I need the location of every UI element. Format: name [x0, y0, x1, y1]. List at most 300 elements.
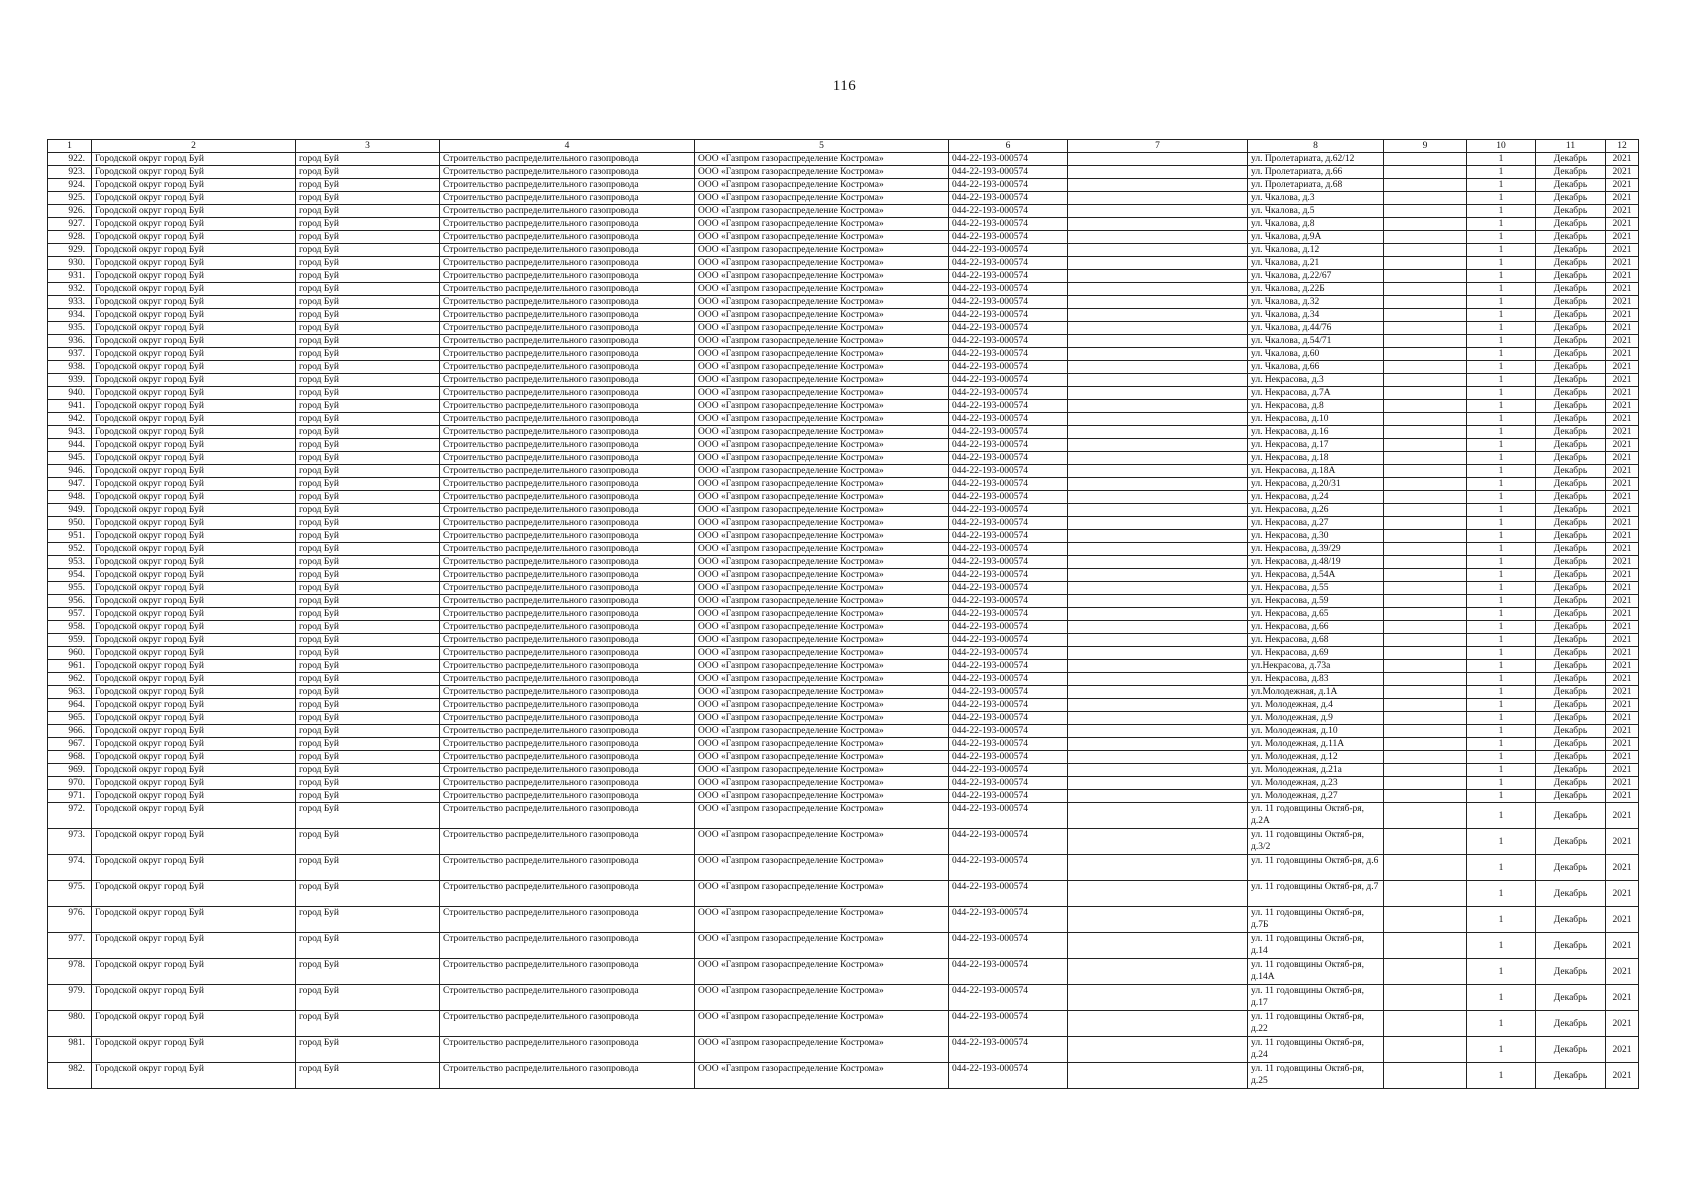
- code-cell: 044-22-193-000574: [949, 192, 1068, 205]
- empty-cell: [1068, 205, 1248, 218]
- month-cell: Декабрь: [1536, 374, 1606, 387]
- organization-cell: ООО «Газпром газораспределение Кострома»: [695, 387, 949, 400]
- quantity-cell: 1: [1467, 166, 1536, 179]
- month-cell: Декабрь: [1536, 218, 1606, 231]
- table-row: [48, 491, 1639, 504]
- empty-cell: [1384, 686, 1467, 699]
- row-number: 976.: [48, 907, 92, 933]
- table-row: [48, 478, 1639, 491]
- district-cell: Городской округ город Буй: [92, 647, 296, 660]
- locality-cell: город Буй: [296, 712, 440, 725]
- code-cell: 044-22-193-000574: [949, 764, 1068, 777]
- work-type-cell: Строительство распределительного газопровода: [440, 413, 695, 426]
- empty-cell: [1384, 959, 1467, 985]
- year-cell: 2021: [1606, 1063, 1639, 1089]
- organization-cell: ООО «Газпром газораспределение Кострома»: [695, 374, 949, 387]
- locality-cell: город Буй: [296, 673, 440, 686]
- quantity-cell: 1: [1467, 218, 1536, 231]
- address-cell: ул. Пролетариата, д.66: [1248, 166, 1384, 179]
- column-header: 7: [1068, 140, 1248, 153]
- district-cell: Городской округ город Буй: [92, 829, 296, 855]
- district-cell: Городской округ город Буй: [92, 777, 296, 790]
- organization-cell: ООО «Газпром газораспределение Кострома»: [695, 491, 949, 504]
- table-row: [48, 517, 1639, 530]
- year-cell: 2021: [1606, 803, 1639, 829]
- address-cell: ул. Некрасова, д.30: [1248, 530, 1384, 543]
- work-type-cell: Строительство распределительного газопровода: [440, 335, 695, 348]
- code-cell: 044-22-193-000574: [949, 803, 1068, 829]
- month-cell: Декабрь: [1536, 257, 1606, 270]
- row-number: 974.: [48, 855, 92, 881]
- work-type-cell: Строительство распределительного газопровода: [440, 426, 695, 439]
- table-row: [48, 907, 1639, 933]
- quantity-cell: 1: [1467, 153, 1536, 166]
- address-cell: ул. Чкалова, д.44/76: [1248, 322, 1384, 335]
- month-cell: Декабрь: [1536, 1063, 1606, 1089]
- locality-cell: город Буй: [296, 465, 440, 478]
- address-cell: ул. Некрасова, д.7А: [1248, 387, 1384, 400]
- quantity-cell: 1: [1467, 504, 1536, 517]
- code-cell: 044-22-193-000574: [949, 504, 1068, 517]
- code-cell: 044-22-193-000574: [949, 452, 1068, 465]
- address-cell: ул. Чкалова, д.8: [1248, 218, 1384, 231]
- empty-cell: [1384, 582, 1467, 595]
- code-cell: 044-22-193-000574: [949, 699, 1068, 712]
- address-cell: ул. Некрасова, д.65: [1248, 608, 1384, 621]
- empty-cell: [1384, 699, 1467, 712]
- work-type-cell: Строительство распределительного газопровода: [440, 361, 695, 374]
- work-type-cell: Строительство распределительного газопровода: [440, 1063, 695, 1089]
- address-cell: ул. Чкалова, д.60: [1248, 348, 1384, 361]
- address-cell: ул. Некрасова, д.24: [1248, 491, 1384, 504]
- row-number: 950.: [48, 517, 92, 530]
- organization-cell: ООО «Газпром газораспределение Кострома»: [695, 569, 949, 582]
- empty-cell: [1068, 751, 1248, 764]
- locality-cell: город Буй: [296, 452, 440, 465]
- locality-cell: город Буй: [296, 764, 440, 777]
- organization-cell: ООО «Газпром газораспределение Кострома»: [695, 309, 949, 322]
- locality-cell: город Буй: [296, 881, 440, 907]
- year-cell: 2021: [1606, 309, 1639, 322]
- locality-cell: город Буй: [296, 1063, 440, 1089]
- empty-cell: [1068, 621, 1248, 634]
- organization-cell: ООО «Газпром газораспределение Кострома»: [695, 166, 949, 179]
- table-row: [48, 400, 1639, 413]
- organization-cell: ООО «Газпром газораспределение Кострома»: [695, 582, 949, 595]
- locality-cell: город Буй: [296, 504, 440, 517]
- organization-cell: ООО «Газпром газораспределение Кострома»: [695, 712, 949, 725]
- month-cell: Декабрь: [1536, 855, 1606, 881]
- address-cell: ул. Некрасова, д.18А: [1248, 465, 1384, 478]
- year-cell: 2021: [1606, 322, 1639, 335]
- district-cell: Городской округ город Буй: [92, 439, 296, 452]
- month-cell: Декабрь: [1536, 348, 1606, 361]
- organization-cell: ООО «Газпром газораспределение Кострома»: [695, 1063, 949, 1089]
- year-cell: 2021: [1606, 855, 1639, 881]
- district-cell: Городской округ город Буй: [92, 270, 296, 283]
- empty-cell: [1068, 426, 1248, 439]
- month-cell: Декабрь: [1536, 153, 1606, 166]
- table-row: [48, 426, 1639, 439]
- table-row: [48, 283, 1639, 296]
- row-number: 949.: [48, 504, 92, 517]
- district-cell: Городской округ город Буй: [92, 699, 296, 712]
- row-number: 951.: [48, 530, 92, 543]
- table-row: [48, 777, 1639, 790]
- table-row: [48, 244, 1639, 257]
- district-cell: Городской округ город Буй: [92, 400, 296, 413]
- empty-cell: [1384, 218, 1467, 231]
- quantity-cell: 1: [1467, 244, 1536, 257]
- quantity-cell: 1: [1467, 192, 1536, 205]
- column-header: 11: [1536, 140, 1606, 153]
- row-number: 961.: [48, 660, 92, 673]
- month-cell: Декабрь: [1536, 582, 1606, 595]
- address-cell: ул. Некрасова, д.55: [1248, 582, 1384, 595]
- code-cell: 044-22-193-000574: [949, 985, 1068, 1011]
- row-number: 959.: [48, 634, 92, 647]
- code-cell: 044-22-193-000574: [949, 205, 1068, 218]
- empty-cell: [1384, 985, 1467, 1011]
- address-cell: ул. Молодежная, д.27: [1248, 790, 1384, 803]
- quantity-cell: 1: [1467, 959, 1536, 985]
- code-cell: 044-22-193-000574: [949, 751, 1068, 764]
- column-number-row: [48, 140, 1639, 153]
- empty-cell: [1068, 413, 1248, 426]
- address-cell: ул. Молодежная, д.4: [1248, 699, 1384, 712]
- quantity-cell: 1: [1467, 205, 1536, 218]
- district-cell: Городской округ город Буй: [92, 569, 296, 582]
- district-cell: Городской округ город Буй: [92, 322, 296, 335]
- empty-cell: [1384, 153, 1467, 166]
- empty-cell: [1384, 647, 1467, 660]
- organization-cell: ООО «Газпром газораспределение Кострома»: [695, 452, 949, 465]
- work-type-cell: Строительство распределительного газопровода: [440, 608, 695, 621]
- empty-cell: [1384, 634, 1467, 647]
- empty-cell: [1068, 686, 1248, 699]
- table-row: [48, 413, 1639, 426]
- row-number: 929.: [48, 244, 92, 257]
- quantity-cell: 1: [1467, 348, 1536, 361]
- organization-cell: ООО «Газпром газораспределение Кострома»: [695, 621, 949, 634]
- district-cell: Городской округ город Буй: [92, 556, 296, 569]
- quantity-cell: 1: [1467, 738, 1536, 751]
- year-cell: 2021: [1606, 400, 1639, 413]
- row-number: 973.: [48, 829, 92, 855]
- empty-cell: [1384, 309, 1467, 322]
- year-cell: 2021: [1606, 686, 1639, 699]
- work-type-cell: Строительство распределительного газопровода: [440, 517, 695, 530]
- address-cell: ул.Некрасова, д.73а: [1248, 660, 1384, 673]
- organization-cell: ООО «Газпром газораспределение Кострома»: [695, 218, 949, 231]
- row-number: 960.: [48, 647, 92, 660]
- row-number: 933.: [48, 296, 92, 309]
- locality-cell: город Буй: [296, 192, 440, 205]
- organization-cell: ООО «Газпром газораспределение Кострома»: [695, 179, 949, 192]
- year-cell: 2021: [1606, 335, 1639, 348]
- register-table: [47, 139, 1639, 1089]
- work-type-cell: Строительство распределительного газопровода: [440, 985, 695, 1011]
- district-cell: Городской округ город Буй: [92, 595, 296, 608]
- empty-cell: [1068, 439, 1248, 452]
- code-cell: 044-22-193-000574: [949, 907, 1068, 933]
- work-type-cell: Строительство распределительного газопровода: [440, 738, 695, 751]
- table-row: [48, 595, 1639, 608]
- table-row: [48, 1063, 1639, 1089]
- locality-cell: город Буй: [296, 439, 440, 452]
- organization-cell: ООО «Газпром газораспределение Кострома»: [695, 725, 949, 738]
- district-cell: Городской округ город Буй: [92, 1011, 296, 1037]
- table-row: [48, 348, 1639, 361]
- year-cell: 2021: [1606, 283, 1639, 296]
- table-row: [48, 660, 1639, 673]
- work-type-cell: Строительство распределительного газопровода: [440, 478, 695, 491]
- organization-cell: ООО «Газпром газораспределение Кострома»: [695, 959, 949, 985]
- empty-cell: [1384, 725, 1467, 738]
- empty-cell: [1384, 829, 1467, 855]
- code-cell: 044-22-193-000574: [949, 608, 1068, 621]
- address-cell: ул. 11 годовщины Октяб-ря, д.24: [1248, 1037, 1384, 1063]
- locality-cell: город Буй: [296, 517, 440, 530]
- district-cell: Городской округ город Буй: [92, 192, 296, 205]
- district-cell: Городской округ город Буй: [92, 426, 296, 439]
- empty-cell: [1384, 1037, 1467, 1063]
- table-row: [48, 504, 1639, 517]
- month-cell: Декабрь: [1536, 530, 1606, 543]
- locality-cell: город Буй: [296, 491, 440, 504]
- organization-cell: ООО «Газпром газораспределение Кострома»: [695, 907, 949, 933]
- empty-cell: [1384, 1011, 1467, 1037]
- work-type-cell: Строительство распределительного газопровода: [440, 296, 695, 309]
- month-cell: Декабрь: [1536, 322, 1606, 335]
- year-cell: 2021: [1606, 634, 1639, 647]
- locality-cell: город Буй: [296, 270, 440, 283]
- organization-cell: ООО «Газпром газораспределение Кострома»: [695, 777, 949, 790]
- work-type-cell: Строительство распределительного газопровода: [440, 205, 695, 218]
- column-header: 9: [1384, 140, 1467, 153]
- quantity-cell: 1: [1467, 361, 1536, 374]
- district-cell: Городской округ город Буй: [92, 517, 296, 530]
- row-number: 928.: [48, 231, 92, 244]
- table-row: [48, 569, 1639, 582]
- locality-cell: город Буй: [296, 725, 440, 738]
- month-cell: Декабрь: [1536, 660, 1606, 673]
- address-cell: ул. Чкалова, д.12: [1248, 244, 1384, 257]
- year-cell: 2021: [1606, 608, 1639, 621]
- row-number: 955.: [48, 582, 92, 595]
- table-row: [48, 933, 1639, 959]
- month-cell: Декабрь: [1536, 985, 1606, 1011]
- year-cell: 2021: [1606, 985, 1639, 1011]
- row-number: 923.: [48, 166, 92, 179]
- empty-cell: [1384, 452, 1467, 465]
- table-row: [48, 582, 1639, 595]
- quantity-cell: 1: [1467, 413, 1536, 426]
- work-type-cell: Строительство распределительного газопровода: [440, 1011, 695, 1037]
- code-cell: 044-22-193-000574: [949, 725, 1068, 738]
- empty-cell: [1068, 244, 1248, 257]
- code-cell: 044-22-193-000574: [949, 1011, 1068, 1037]
- empty-cell: [1068, 803, 1248, 829]
- empty-cell: [1068, 699, 1248, 712]
- month-cell: Декабрь: [1536, 881, 1606, 907]
- organization-cell: ООО «Газпром газораспределение Кострома»: [695, 686, 949, 699]
- work-type-cell: Строительство распределительного газопровода: [440, 673, 695, 686]
- locality-cell: город Буй: [296, 686, 440, 699]
- empty-cell: [1384, 803, 1467, 829]
- quantity-cell: 1: [1467, 790, 1536, 803]
- locality-cell: город Буй: [296, 569, 440, 582]
- table-row: [48, 296, 1639, 309]
- district-cell: Городской округ город Буй: [92, 985, 296, 1011]
- work-type-cell: Строительство распределительного газопровода: [440, 257, 695, 270]
- year-cell: 2021: [1606, 348, 1639, 361]
- table-row: [48, 647, 1639, 660]
- locality-cell: город Буй: [296, 1037, 440, 1063]
- code-cell: 044-22-193-000574: [949, 309, 1068, 322]
- locality-cell: город Буй: [296, 374, 440, 387]
- work-type-cell: Строительство распределительного газопровода: [440, 309, 695, 322]
- month-cell: Декабрь: [1536, 335, 1606, 348]
- locality-cell: город Буй: [296, 348, 440, 361]
- work-type-cell: Строительство распределительного газопровода: [440, 530, 695, 543]
- district-cell: Городской округ город Буй: [92, 296, 296, 309]
- district-cell: Городской округ город Буй: [92, 205, 296, 218]
- table-row: [48, 634, 1639, 647]
- empty-cell: [1068, 309, 1248, 322]
- address-cell: ул. Молодежная, д.23: [1248, 777, 1384, 790]
- empty-cell: [1068, 660, 1248, 673]
- code-cell: 044-22-193-000574: [949, 738, 1068, 751]
- row-number: 980.: [48, 1011, 92, 1037]
- month-cell: Декабрь: [1536, 777, 1606, 790]
- quantity-cell: 1: [1467, 530, 1536, 543]
- district-cell: Городской округ город Буй: [92, 452, 296, 465]
- address-cell: ул. 11 годовщины Октяб-ря, д.6: [1248, 855, 1384, 881]
- year-cell: 2021: [1606, 569, 1639, 582]
- locality-cell: город Буй: [296, 218, 440, 231]
- month-cell: Декабрь: [1536, 387, 1606, 400]
- year-cell: 2021: [1606, 465, 1639, 478]
- address-cell: ул. Некрасова, д.59: [1248, 595, 1384, 608]
- work-type-cell: Строительство распределительного газопровода: [440, 647, 695, 660]
- column-header: 10: [1467, 140, 1536, 153]
- code-cell: 044-22-193-000574: [949, 517, 1068, 530]
- month-cell: Декабрь: [1536, 400, 1606, 413]
- empty-cell: [1384, 166, 1467, 179]
- district-cell: Городской округ город Буй: [92, 257, 296, 270]
- address-cell: ул. Пролетариата, д.68: [1248, 179, 1384, 192]
- empty-cell: [1068, 322, 1248, 335]
- empty-cell: [1384, 530, 1467, 543]
- quantity-cell: 1: [1467, 1063, 1536, 1089]
- address-cell: ул. Некрасова, д.10: [1248, 413, 1384, 426]
- month-cell: Декабрь: [1536, 491, 1606, 504]
- locality-cell: город Буй: [296, 647, 440, 660]
- month-cell: Декабрь: [1536, 543, 1606, 556]
- table-row: [48, 374, 1639, 387]
- quantity-cell: 1: [1467, 543, 1536, 556]
- quantity-cell: 1: [1467, 595, 1536, 608]
- row-number: 942.: [48, 413, 92, 426]
- address-cell: ул. Молодежная, д.12: [1248, 751, 1384, 764]
- locality-cell: город Буй: [296, 621, 440, 634]
- row-number: 944.: [48, 439, 92, 452]
- locality-cell: город Буй: [296, 231, 440, 244]
- empty-cell: [1068, 959, 1248, 985]
- work-type-cell: Строительство распределительного газопровода: [440, 231, 695, 244]
- year-cell: 2021: [1606, 296, 1639, 309]
- empty-cell: [1068, 933, 1248, 959]
- organization-cell: ООО «Газпром газораспределение Кострома»: [695, 504, 949, 517]
- district-cell: Городской округ город Буй: [92, 348, 296, 361]
- empty-cell: [1384, 777, 1467, 790]
- empty-cell: [1384, 543, 1467, 556]
- month-cell: Декабрь: [1536, 413, 1606, 426]
- empty-cell: [1068, 712, 1248, 725]
- empty-cell: [1068, 907, 1248, 933]
- code-cell: 044-22-193-000574: [949, 270, 1068, 283]
- row-number: 953.: [48, 556, 92, 569]
- locality-cell: город Буй: [296, 257, 440, 270]
- row-number: 982.: [48, 1063, 92, 1089]
- quantity-cell: 1: [1467, 270, 1536, 283]
- district-cell: Городской округ город Буй: [92, 803, 296, 829]
- work-type-cell: Строительство распределительного газопровода: [440, 790, 695, 803]
- empty-cell: [1068, 530, 1248, 543]
- table-row: [48, 959, 1639, 985]
- work-type-cell: Строительство распределительного газопровода: [440, 660, 695, 673]
- empty-cell: [1384, 881, 1467, 907]
- empty-cell: [1068, 231, 1248, 244]
- locality-cell: город Буй: [296, 790, 440, 803]
- empty-cell: [1068, 608, 1248, 621]
- address-cell: ул. Чкалова, д.34: [1248, 309, 1384, 322]
- locality-cell: город Буй: [296, 907, 440, 933]
- month-cell: Декабрь: [1536, 270, 1606, 283]
- row-number: 981.: [48, 1037, 92, 1063]
- quantity-cell: 1: [1467, 933, 1536, 959]
- row-number: 979.: [48, 985, 92, 1011]
- row-number: 978.: [48, 959, 92, 985]
- organization-cell: ООО «Газпром газораспределение Кострома»: [695, 595, 949, 608]
- empty-cell: [1068, 504, 1248, 517]
- organization-cell: ООО «Газпром газораспределение Кострома»: [695, 465, 949, 478]
- row-number: 948.: [48, 491, 92, 504]
- year-cell: 2021: [1606, 712, 1639, 725]
- empty-cell: [1068, 790, 1248, 803]
- quantity-cell: 1: [1467, 647, 1536, 660]
- column-header: 3: [296, 140, 440, 153]
- empty-cell: [1384, 244, 1467, 257]
- district-cell: Городской округ город Буй: [92, 283, 296, 296]
- column-header: 6: [949, 140, 1068, 153]
- empty-cell: [1384, 374, 1467, 387]
- address-cell: ул. 11 годовщины Октяб-ря, д.14: [1248, 933, 1384, 959]
- quantity-cell: 1: [1467, 309, 1536, 322]
- empty-cell: [1384, 907, 1467, 933]
- empty-cell: [1068, 556, 1248, 569]
- empty-cell: [1068, 829, 1248, 855]
- year-cell: 2021: [1606, 790, 1639, 803]
- empty-cell: [1068, 179, 1248, 192]
- code-cell: 044-22-193-000574: [949, 335, 1068, 348]
- organization-cell: ООО «Газпром газораспределение Кострома»: [695, 634, 949, 647]
- row-number: 947.: [48, 478, 92, 491]
- address-cell: ул. 11 годовщины Октяб-ря, д.14А: [1248, 959, 1384, 985]
- quantity-cell: 1: [1467, 257, 1536, 270]
- address-cell: ул. Некрасова, д.54А: [1248, 569, 1384, 582]
